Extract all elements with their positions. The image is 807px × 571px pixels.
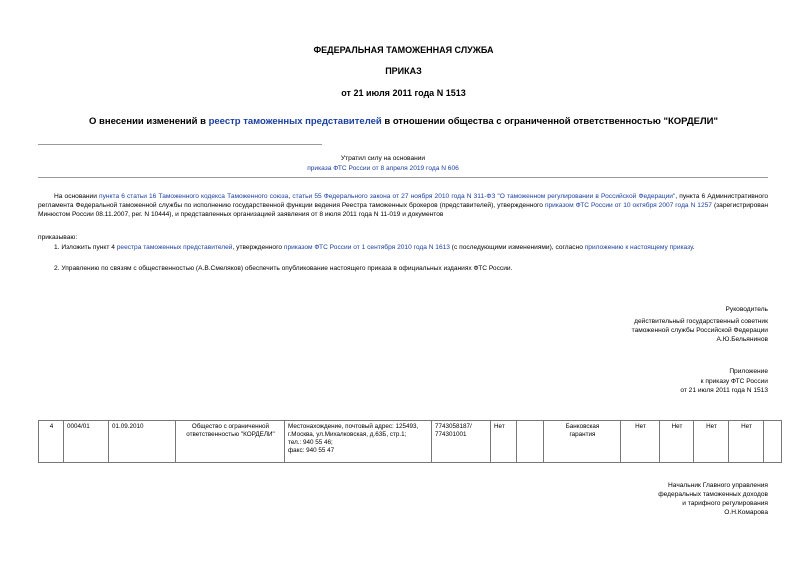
title-pre: О внесении изменений в — [89, 116, 209, 127]
agency-name: ФЕДЕРАЛЬНАЯ ТАМОЖЕННАЯ СЛУЖБА — [313, 45, 494, 55]
divider-short — [38, 144, 322, 145]
signature-line-2: действительный государственный советник — [634, 318, 768, 325]
p1-text-3: , пункта 6 Административного регламента Федеральной таможенной службы по исполнению государственной функции ведения Реестра таможенных брокеров (представителей), утвержденного — [38, 193, 768, 209]
item1-text-3: (с последующими изменениями), согласно — [449, 244, 585, 251]
basis-paragraph — [38, 192, 768, 219]
footer-name: О.Н.Комарова — [724, 509, 768, 516]
customs-code-link[interactable]: пункта 6 статьи 16 Таможенного кодекса Таможенного союза — [99, 193, 289, 200]
appendix-line-3: от 21 июля 2011 года N 1513 — [680, 387, 768, 394]
cell-empty-2 — [764, 421, 782, 463]
federal-law-link[interactable]: статьи 55 Федерального закона от 27 ноября 2010 года N 311-ФЗ "О таможенном регулировании в Российской Федерации" — [292, 193, 676, 200]
p1-text-4: (зарегистрирован Минюстом России 08.11.2007, рег. N 10444), и представленных организацией заявления от 8 июля 2011 года N 11-019 и документов — [38, 202, 768, 218]
appendix-link[interactable]: приложению к настоящему приказу — [584, 244, 693, 251]
registry-link-2[interactable]: реестра таможенных представителей — [116, 244, 233, 251]
document-date-number: от 21 июля 2011 года N 1513 — [341, 88, 466, 98]
fts-order-1613-link[interactable]: приказом ФТС России от 1 сентября 2010 года N 1613 — [283, 244, 450, 251]
divider-long — [38, 177, 768, 178]
order-word: приказываю: — [38, 234, 78, 241]
appendix-line-2: к приказу ФТС России — [700, 378, 768, 385]
cell-flag-3: Нет — [660, 421, 694, 463]
cell-inn-kpp — [432, 421, 491, 463]
company-line-1: Общество с ограниченной — [191, 423, 270, 430]
p1-text-2: , — [288, 193, 293, 200]
order-item-1 — [54, 243, 768, 252]
footer-line-2: федеральных таможенных доходов — [658, 491, 768, 498]
address-line-2: г.Москва, ул.Михалковская, д.63Б, стр.1; — [288, 431, 407, 438]
cell-empty-1 — [517, 421, 544, 463]
document-type: ПРИКАЗ — [385, 66, 422, 76]
footer-signature — [500, 481, 768, 517]
cell-company — [176, 421, 285, 463]
p1-text-1: На основании — [54, 193, 100, 200]
registry-link[interactable]: реестр таможенных представителей — [208, 116, 382, 127]
signature-line-3: таможенной службы Российской Федерации — [631, 327, 768, 334]
item1-text-2: , утвержденного — [232, 244, 284, 251]
cell-flag-1: Нет — [491, 421, 517, 463]
cell-registry-id: 0004/01 — [64, 421, 109, 463]
address-line-4: факс: 940 55 47 — [288, 447, 335, 454]
fts-order-1257-link[interactable]: приказом ФТС России от 10 октября 2007 года N 1257 — [544, 202, 712, 209]
signature-line-1: Руководитель — [725, 306, 768, 313]
signature-block — [500, 305, 768, 344]
cell-address — [285, 421, 432, 463]
guarantee-line-2: гарантия — [569, 431, 596, 438]
appendix-block — [500, 367, 768, 395]
address-line-1: Местонахождение, почтовый адрес: 125493, — [288, 423, 419, 430]
item1-text-1: 1. Изложить пункт 4 — [54, 244, 117, 251]
cell-flag-2: Нет — [621, 421, 660, 463]
cell-flag-5: Нет — [729, 421, 764, 463]
inn-line: 7743058187/ — [435, 423, 472, 430]
signature-name: А.Ю.Бельянинов — [716, 336, 768, 343]
status-line: Утратил силу на основании — [340, 155, 426, 162]
footer-line-1: Начальник Главного управления — [668, 482, 768, 489]
cell-flag-4: Нет — [694, 421, 729, 463]
item1-text-4: . — [692, 244, 695, 251]
cell-guarantee — [544, 421, 621, 463]
registry-table — [38, 420, 782, 463]
table-row — [39, 421, 782, 463]
title-post: в отношении общества с ограниченной ответственностью "КОРДЕЛИ" — [381, 116, 718, 127]
cell-number: 4 — [39, 421, 64, 463]
company-line-2: ответственностью "КОРДЕЛИ" — [186, 431, 275, 438]
kpp-line: 774301001 — [435, 431, 467, 438]
status-link[interactable]: приказа ФТС России от 8 апреля 2019 года N 606 — [307, 165, 459, 172]
document-title — [0, 116, 807, 127]
cell-date: 01.09.2010 — [109, 421, 176, 463]
address-line-3: тел.: 940 55 46; — [288, 439, 333, 446]
guarantee-line-1: Банковская — [565, 423, 600, 430]
order-item-2: 2. Управлению по связям с общественностью (А.В.Смеляков) обеспечить опубликование настоящего приказа в официальных изданиях ФТС России. — [54, 265, 513, 272]
footer-line-3: и тарифного регулирования — [682, 500, 768, 507]
appendix-line-1: Приложение — [729, 368, 768, 375]
